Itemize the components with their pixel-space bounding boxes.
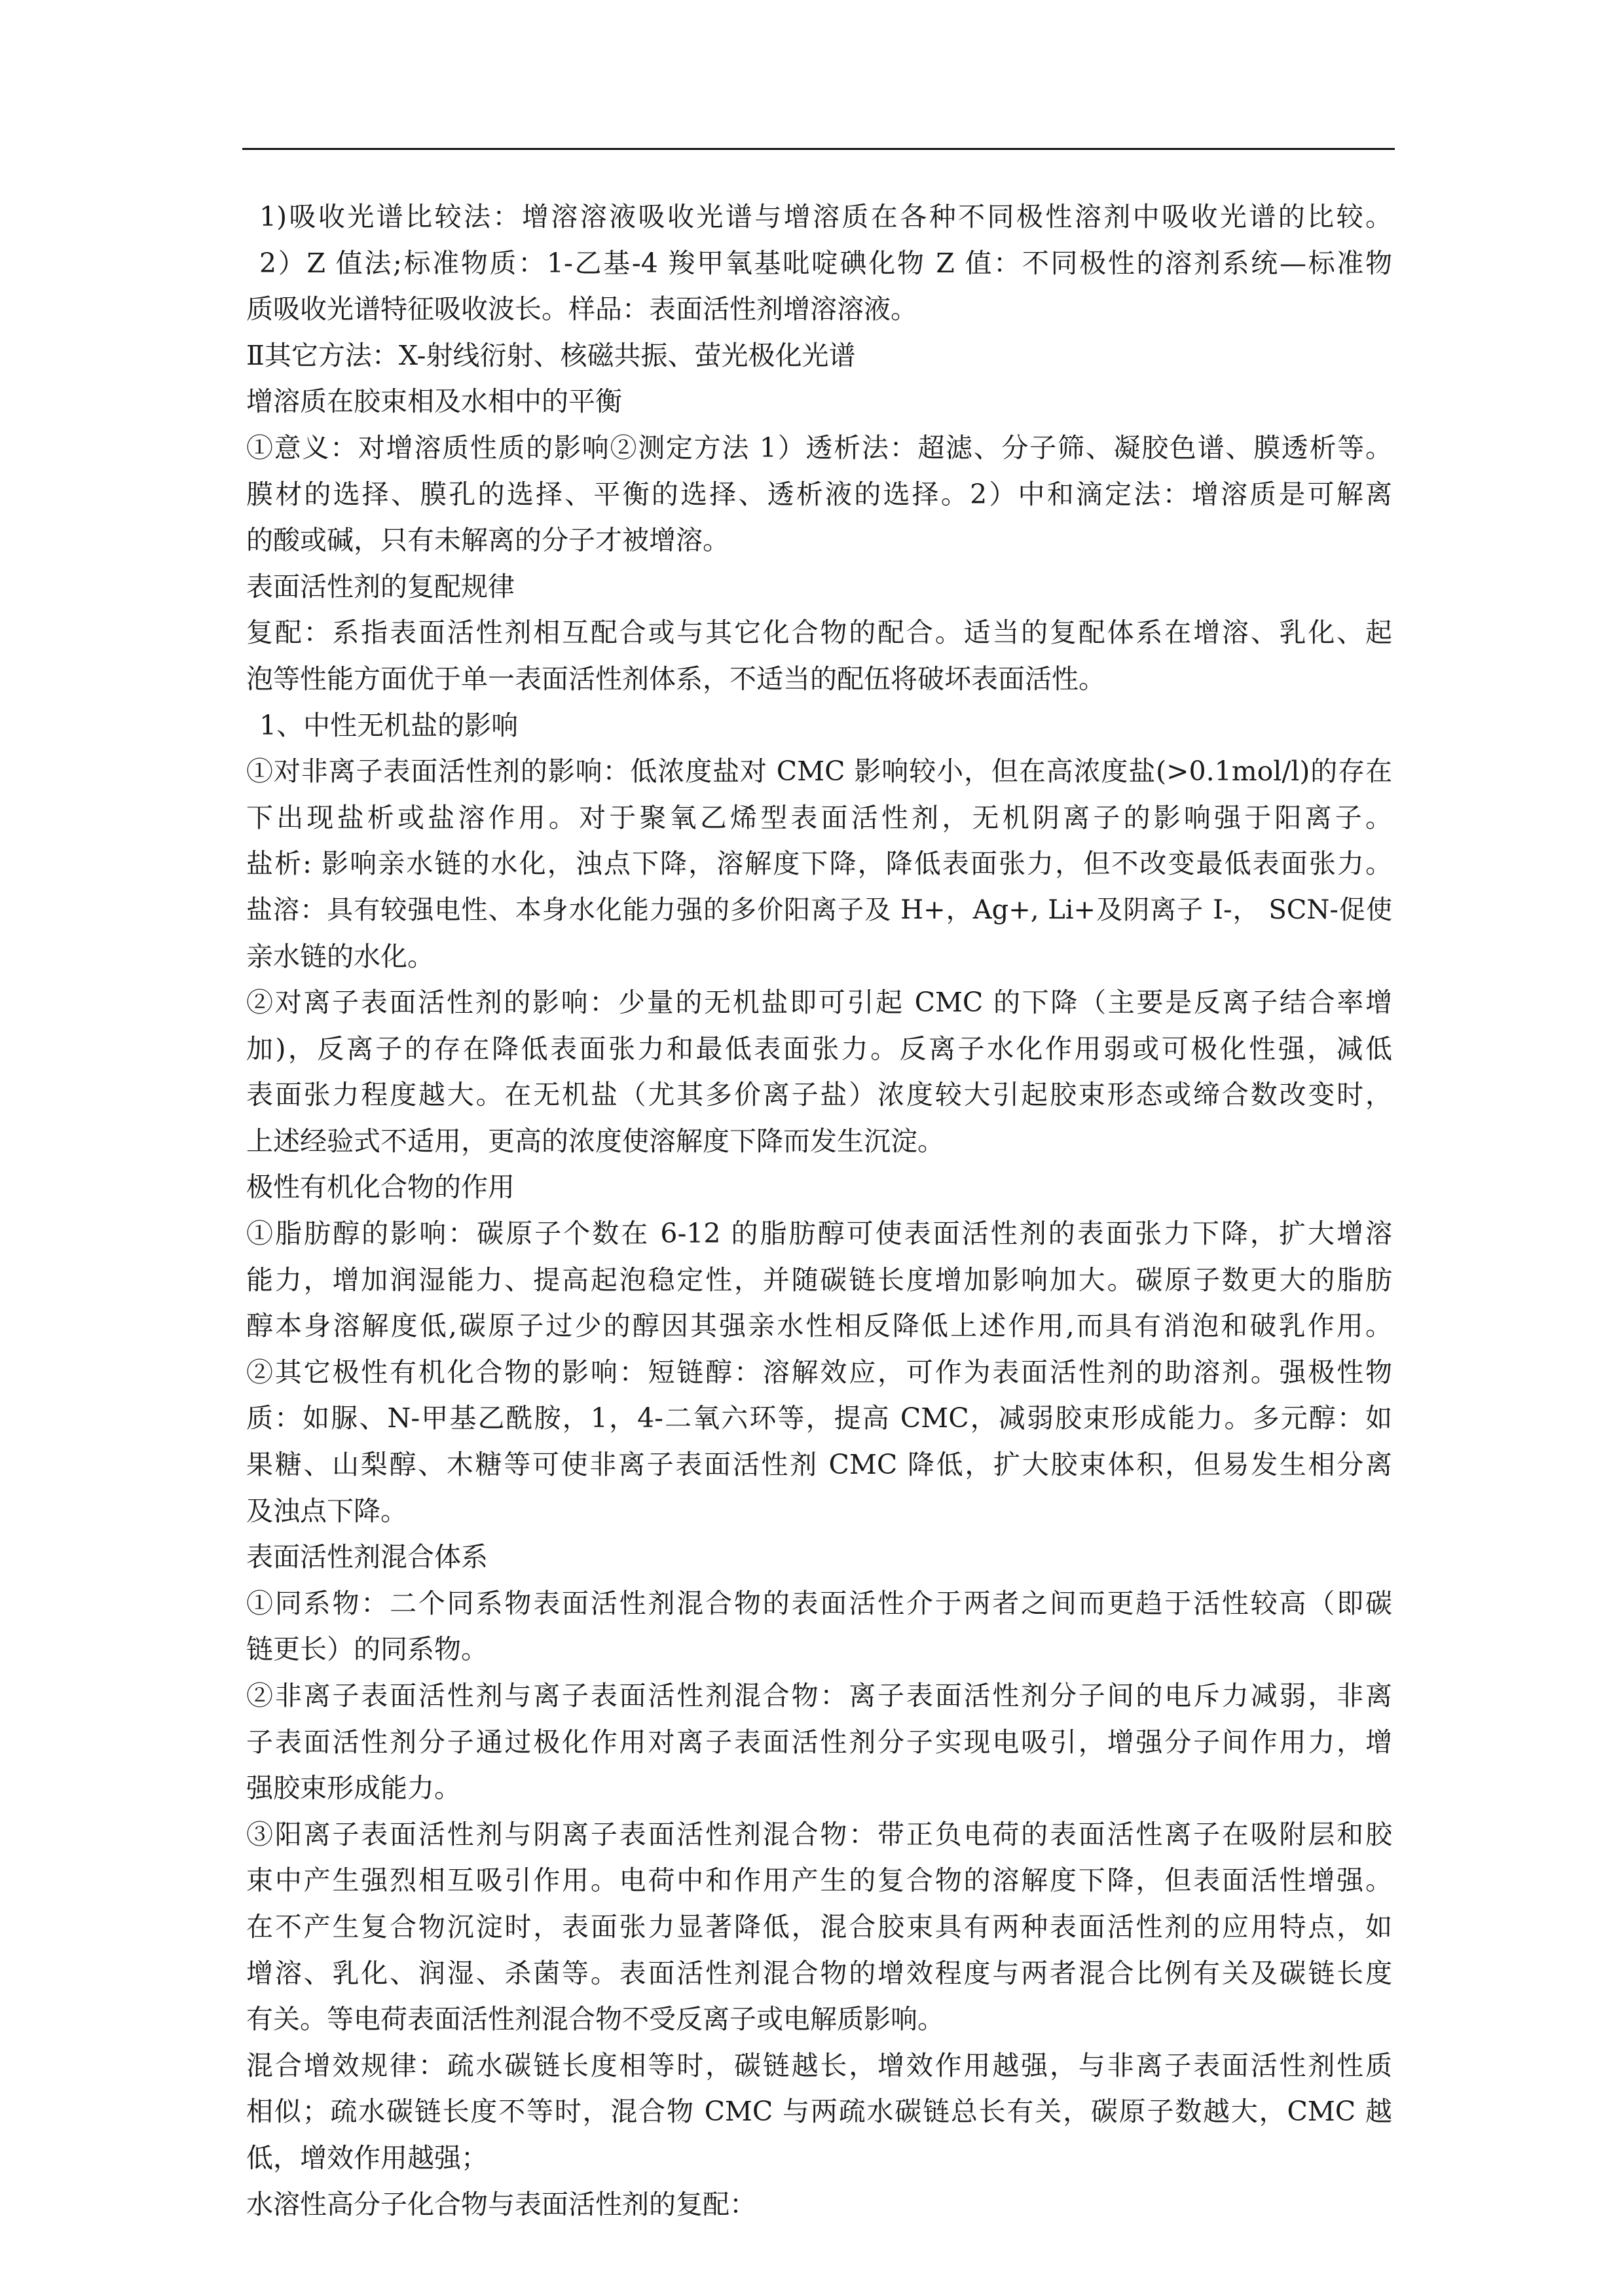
- text-line: 盐溶：具有较强电性、本身水化能力强的多价阳离子及 H+，Ag+, Li+及阴离子 I-， SCN-促使: [246, 894, 1392, 925]
- text-line: 泡等性能方面优于单一表面活性剂体系，不适当的配伍将破坏表面活性。: [246, 663, 1105, 695]
- text-line: 盐析: 影响亲水链的水化，浊点下降，溶解度下降，降低表面张力，但不改变最低表面张力。: [246, 848, 1392, 880]
- text-line: 1)吸收光谱比较法：增溶溶液吸收光谱与增溶质在各种不同极性溶剂中吸收光谱的比较。: [259, 201, 1392, 232]
- text-line: 强胶束形成能力。: [246, 1772, 461, 1804]
- text-line: 表面活性剂的复配规律: [246, 570, 515, 602]
- text-line: 增溶质在胶束相及水相中的平衡: [246, 386, 622, 418]
- text-line: ②对离子表面活性剂的影响：少量的无机盐即可引起 CMC 的下降（主要是反离子结合率增: [246, 987, 1392, 1019]
- text-line: 增溶、乳化、润湿、杀菌等。表面活性剂混合物的增效程度与两者混合比例有关及碳链长度: [246, 1957, 1392, 1989]
- text-line: 加)，反离子的存在降低表面张力和最低表面张力。反离子水化作用弱或可极化性强，减低: [246, 1032, 1392, 1065]
- header-rule: [242, 148, 1395, 150]
- text-line: 复配：系指表面活性剂相互配合或与其它化合物的配合。适当的复配体系在增溶、乳化、起: [246, 617, 1392, 649]
- text-line: ②其它极性有机化合物的影响：短链醇：溶解效应，可作为表面活性剂的助溶剂。强极性物: [246, 1356, 1392, 1388]
- text-line: ②非离子表面活性剂与离子表面活性剂混合物：离子表面活性剂分子间的电斥力减弱，非离: [246, 1680, 1392, 1711]
- text-line: 极性有机化合物的作用: [246, 1171, 515, 1203]
- text-line: 2）Z 值法;标准物质：1-乙基-4 羧甲氧基吡啶碘化物 Z 值：不同极性的溶剂系统—标准物: [259, 247, 1392, 279]
- text-line: 在不产生复合物沉淀时，表面张力显著降低，混合胶束具有两种表面活性剂的应用特点，如: [246, 1910, 1392, 1942]
- text-line: 及浊点下降。: [246, 1495, 407, 1527]
- text-line: ①意义：对增溶质性质的影响②测定方法 1）透析法：超滤、分子筛、凝胶色谱、膜透析等。: [246, 431, 1392, 464]
- text-line: 水溶性高分子化合物与表面活性剂的复配：: [246, 2188, 756, 2220]
- text-line: 下出现盐析或盐溶作用。对于聚氧乙烯型表面活性剂，无机阴离子的影响强于阳离子。: [246, 801, 1392, 833]
- text-line: 表面张力程度越大。在无机盐（尤其多价离子盐）浓度较大引起胶束形态或缔合数改变时，: [246, 1079, 1392, 1111]
- text-line: 低，增效作用越强；: [246, 2141, 488, 2174]
- text-line: 相似；疏水碳链长度不等时，混合物 CMC 与两疏水碳链总长有关，碳原子数越大，CMC 越: [246, 2096, 1392, 2128]
- text-line: 链更长）的同系物。: [246, 1633, 488, 1666]
- text-line: 上述经验式不适用，更高的浓度使溶解度下降而发生沉淀。: [246, 1125, 944, 1157]
- text-line: 膜材的选择、膜孔的选择、平衡的选择、透析液的选择。2）中和滴定法：增溶质是可解离: [246, 478, 1392, 510]
- text-line: 质吸收光谱特征吸收波长。样品：表面活性剂增溶溶液。: [246, 293, 917, 325]
- text-line: ③阳离子表面活性剂与阴离子表面活性剂混合物：带正负电荷的表面活性离子在吸附层和胶: [246, 1818, 1392, 1850]
- text-line: 1、中性无机盐的影响: [259, 709, 519, 741]
- text-line: ①对非离子表面活性剂的影响：低浓度盐对 CMC 影响较小，但在高浓度盐(>0.1mol/l)的存在: [246, 756, 1392, 788]
- text-line: 果糖、山梨醇、木糖等可使非离子表面活性剂 CMC 降低，扩大胶束体积，但易发生相分离: [246, 1449, 1392, 1481]
- document-body: [246, 194, 1392, 2227]
- text-line: ①脂肪醇的影响：碳原子个数在 6-12 的脂肪醇可使表面活性剂的表面张力下降，扩大增溶: [246, 1218, 1392, 1250]
- text-line: 醇本身溶解度低,碳原子过少的醇因其强亲水性相反降低上述作用,而具有消泡和破乳作用。: [246, 1310, 1392, 1342]
- text-line: 有关。等电荷表面活性剂混合物不受反离子或电解质影响。: [246, 2003, 944, 2035]
- text-line: 亲水链的水化。: [246, 940, 434, 972]
- text-line: ①同系物：二个同系物表面活性剂混合物的表面活性介于两者之间而更趋于活性较高（即碳: [246, 1587, 1392, 1619]
- text-line: 能力，增加润湿能力、提高起泡稳定性，并随碳链长度增加影响加大。碳原子数更大的脂肪: [246, 1264, 1392, 1296]
- text-line: 的酸或碱，只有未解离的分子才被增溶。: [246, 524, 729, 556]
- text-line: 子表面活性剂分子通过极化作用对离子表面活性剂分子实现电吸引，增强分子间作用力，增: [246, 1726, 1392, 1758]
- text-line: 束中产生强烈相互吸引作用。电荷中和作用产生的复合物的溶解度下降，但表面活性增强。: [246, 1865, 1392, 1897]
- text-line: Ⅱ其它方法：X-射线衍射、核磁共振、萤光极化光谱: [246, 339, 856, 371]
- text-line: 表面活性剂混合体系: [246, 1541, 488, 1573]
- text-line: 混合增效规律：疏水碳链长度相等时，碳链越长，增效作用越强，与非离子表面活性剂性质: [246, 2049, 1392, 2081]
- text-line: 质：如脲、N-甲基乙酰胺，1，4-二氧六环等，提高 CMC，减弱胶束形成能力。多元醇：如: [246, 1402, 1392, 1434]
